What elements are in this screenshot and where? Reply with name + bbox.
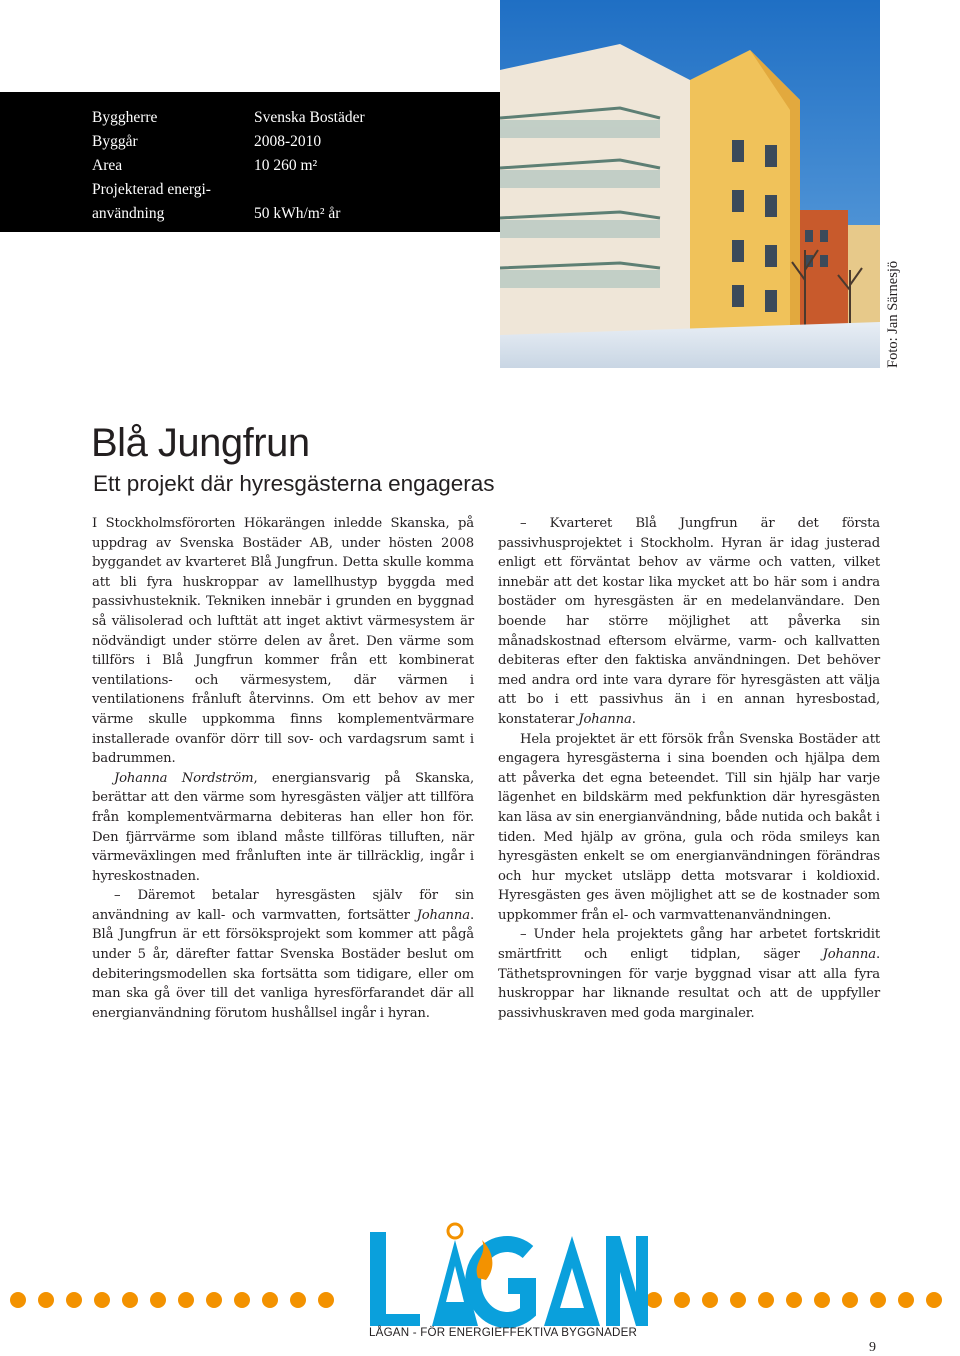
paragraph: [498, 514, 880, 730]
paragraph: Hela projektet är ett försök från Svenska Bostäder att engagera hyresgästerna i sina boenden och hjälpa dem att påverka det egna beteendet. Till sin hjälp har varje lägenhet en bildskärm med pekfunktion där hyresgästen kan läsa av sin energianvändning, både nutida och bakåt i tiden. Med hjälp av gröna, gula och röda smileys kan hyresgästen enkelt se om energianvändningen förändras och hur mycket utsläpp detta motsvarar i koldioxid. Hyresgästen ges även möjlighet att se de kostnader som uppkommer från el- och varmvattenanvändningen.: [498, 731, 880, 923]
fact-label: Area: [92, 157, 123, 174]
paragraph: [498, 925, 880, 1023]
decor-dot: [178, 1292, 194, 1308]
decor-dot: [730, 1292, 746, 1308]
paragraph: I Stockholmsförorten Hökarängen inledde Skanska, på uppdrag av Svenska Bostäder AB, under hösten 2008 byggandet av kvarteret Blå Jungfrun. Detta skulle komma att bli fyra huskroppar av lamellhustyp byggda med passivhusteknik. Tekniken innebär i grunden en byggnad så välisolerad och lufttät att inget aktivt värmesystem är nödvändigt under större delen av året. Den värme som tillförs i Blå Jungfrun kommer från ett kombinerat ventilations- och värmesystem, där värmen i ventilationens frånluft återvinns. Om ett behov av mer värme skulle uppkomma finns komplementvärmare installerade ovanför dörr till sov- och vardagsrum samt i badrummen.: [92, 516, 474, 767]
building-photo: [500, 0, 880, 368]
fact-label: Byggherre: [92, 109, 158, 126]
decor-dot: [786, 1292, 802, 1308]
paragraph: [92, 886, 474, 1023]
fact-label: Byggår: [92, 133, 138, 150]
logo-tagline: LÅGAN - FÖR ENERGIEFFEKTIVA BYGGNADER: [369, 1326, 638, 1339]
paragraph-text: – Under hela projektets gång har arbetet fortskridit smärtfritt och enligt tidplan, säger: [498, 927, 880, 963]
decor-dot: [814, 1292, 830, 1308]
person-name: Johanna: [578, 711, 632, 727]
decor-dot: [38, 1292, 54, 1308]
decor-dot: [262, 1292, 278, 1308]
paragraph-text: . Blå Jungfrun är ett försöksprojekt som kommer att pågå under 5 år, därefter fattar Svenska Bostäder beslut om debiteringsmodellen ska fortsätta som tidigare, eller om man ska gå över till det vanliga hyresförfarandet där all energianvändning förutom hushållsel ingår i hyran.: [92, 907, 474, 1021]
page-title: Blå Jungfrun: [91, 421, 310, 465]
paragraph-text: .: [631, 711, 636, 727]
decor-dot: [702, 1292, 718, 1308]
project-facts-box: [0, 92, 500, 232]
decor-dot: [318, 1292, 334, 1308]
person-name: Johanna Nordström: [114, 770, 254, 786]
fact-label: Projekterad energi- användning: [92, 181, 211, 222]
fact-value: Svenska Bostäder: [254, 109, 365, 126]
article-column-right: [498, 514, 880, 1023]
decor-dot: [122, 1292, 138, 1308]
decor-dot: [926, 1292, 942, 1308]
paragraph-text: . Täthetsprovningen för varje byggnad visar att alla fyra huskroppar har liknande resultat och att de uppfyller passivhuskraven med goda marginaler.: [498, 947, 880, 1021]
fact-value: 50 kWh/m² år: [254, 205, 341, 222]
decor-dot: [842, 1292, 858, 1308]
decor-dot: [94, 1292, 110, 1308]
paragraph-text: , energiansvarig på Skanska, berättar att den värme som hyresgästen väljer att tillföra från komplementvärmarna debiteras han eller hon för. Den fjärrvärme som ibland måste tillföras tilluften, när värmeväxlingen med frånluften inte är tillräcklig, ingår i hyreskostnaden.: [92, 770, 474, 884]
fact-value: 10 260 m²: [254, 157, 318, 174]
decor-dot: [234, 1292, 250, 1308]
decor-dot: [674, 1292, 690, 1308]
decor-dot: [10, 1292, 26, 1308]
person-name: Johanna: [822, 947, 876, 963]
photo-credit: Foto: Jan Särnesjö: [885, 260, 901, 368]
decor-dot: [66, 1292, 82, 1308]
decor-dot: [150, 1292, 166, 1308]
paragraph-text: – Däremot betalar hyresgästen själv för sin användning av kall- och varmvatten, fortsätter: [92, 888, 474, 923]
person-name: Johanna: [416, 907, 470, 923]
decor-dot: [206, 1292, 222, 1308]
decor-dot: [898, 1292, 914, 1308]
decor-dot: [290, 1292, 306, 1308]
paragraph: [92, 769, 474, 887]
paragraph-text: – Kvarteret Blå Jungfrun är det första passivhusprojektet i Stockholm. Hyran är idag justerad enligt ett förväntat behov av värme och vatten, vilket innebär att det kostar lika mycket att bo här som i andra bostäder om hyresgästen är en medelanvändare. Den boende har större möjlighet att påverka sin månadskostnad eftersom elvärme, varm- och kallvatten debiteras efter den faktiska användningen. Det behöver med andra ord inte vara dyrare för hyresgästen att välja att bo i ett passivhus än i en annan hyresbostad, konstaterar: [498, 516, 880, 727]
decor-dot: [870, 1292, 886, 1308]
decor-dot: [758, 1292, 774, 1308]
page-subtitle: Ett projekt där hyresgästerna engageras: [93, 471, 495, 496]
page-number: 9: [869, 1340, 876, 1355]
lagan-logo: [360, 1222, 650, 1342]
article-column-left: [92, 514, 474, 1023]
fact-value: 2008-2010: [254, 133, 322, 150]
